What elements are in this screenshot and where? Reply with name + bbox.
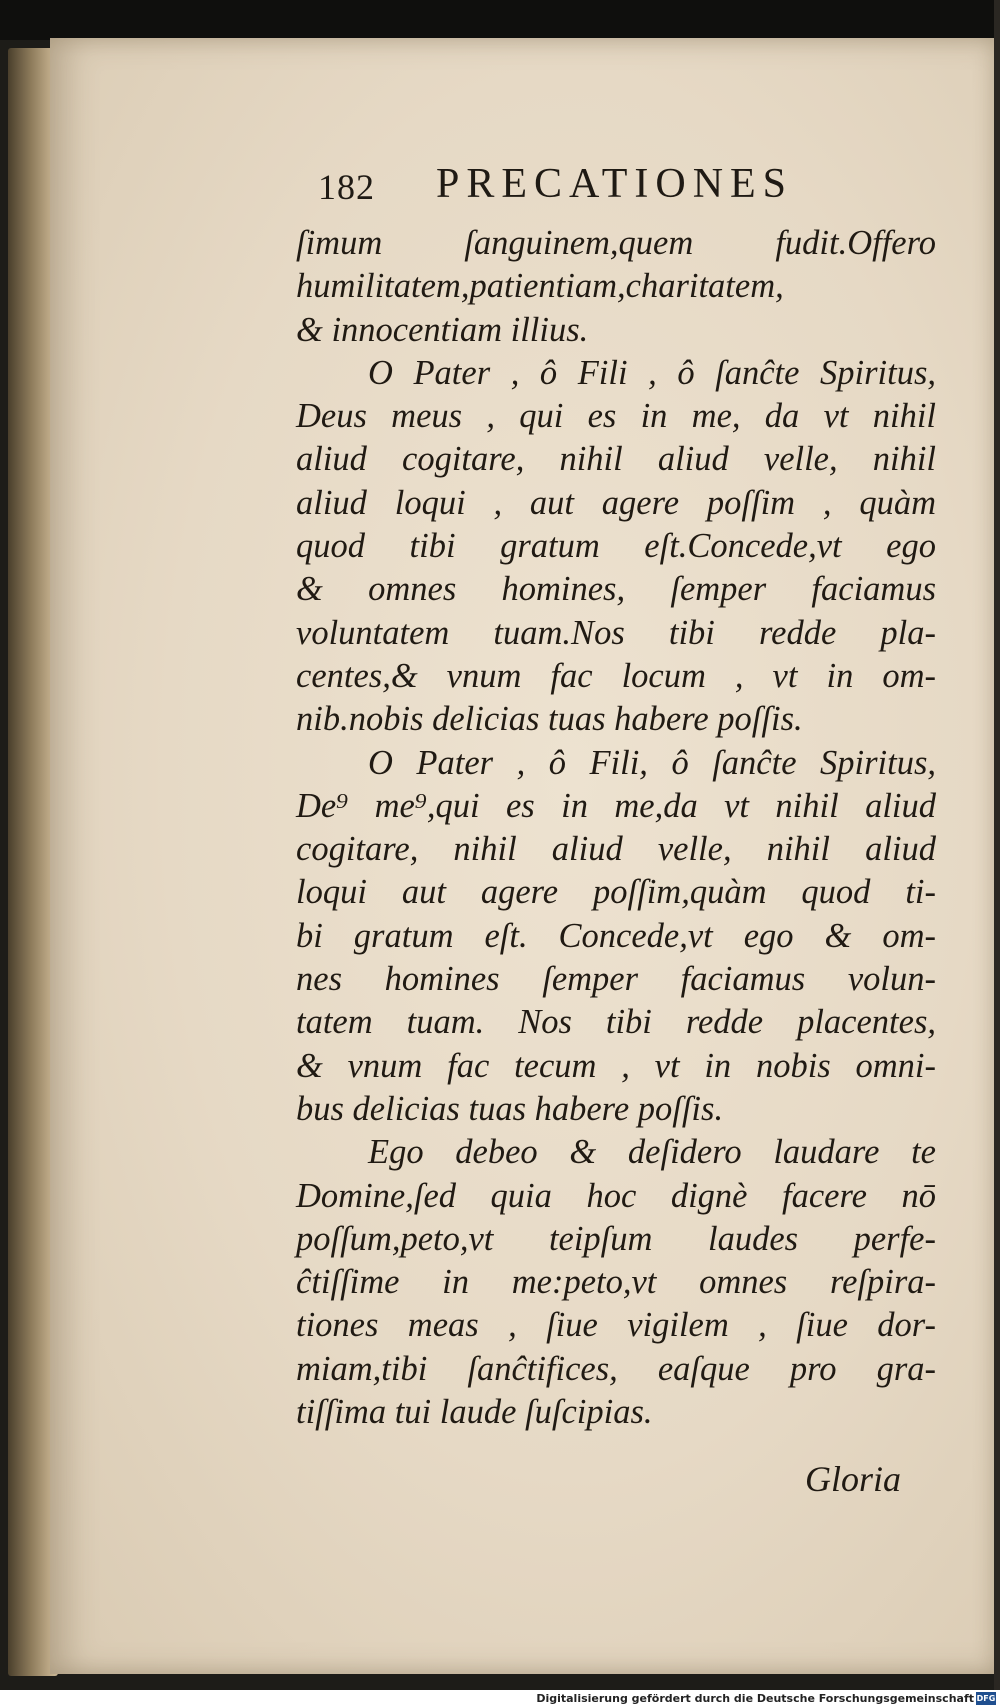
right-dark-edge	[994, 0, 1000, 1707]
digitization-footer	[0, 1690, 1000, 1707]
text-line: O Pater , ô Fili , ô ſanĉte Spiritus,	[368, 353, 936, 392]
text-line: tiſſima tui laude ſuſcipias.	[296, 1393, 653, 1432]
text-line: tiones meas , ſiue vigilem , ſiue dor-	[296, 1306, 936, 1345]
text-line: ſimum ſanguinem,quem fudit.Offero	[296, 224, 936, 262]
top-dark-band	[0, 0, 1000, 40]
text-line: quod tibi gratum eſt.Concede,vt ego	[296, 527, 936, 566]
text-line: O Pater , ô Fili, ô ſanĉte Spiritus,	[368, 743, 936, 782]
text-line: humilitatem,patientiam,charitatem,	[296, 267, 784, 306]
text-line: ĉtiſſime in me:peto,vt omnes reſpira-	[296, 1263, 936, 1302]
text-line: miam,tibi ſanĉtifices, eaſque pro gra-	[296, 1349, 936, 1388]
catchword: Gloria	[805, 1459, 902, 1499]
text-line: De⁹ me⁹,qui es in me,da vt nihil aliud	[296, 786, 936, 825]
body-text	[296, 222, 936, 1434]
text-line: & vnum fac tecum , vt in nobis omni-	[296, 1046, 936, 1085]
text-line: bi gratum eſt. Concede,vt ego & om-	[296, 916, 936, 955]
page-number: 182	[318, 167, 375, 207]
text-line: loqui aut agere poſſim,quàm quod ti-	[296, 873, 936, 912]
text-line: & innocentiam illius.	[296, 310, 589, 349]
text-line: & omnes homines, ſemper faciamus	[296, 570, 936, 609]
text-line: bus delicias tuas habere poſſis.	[296, 1089, 724, 1128]
text-line: cogitare, nihil aliud velle, nihil aliud	[296, 830, 936, 869]
text-line: aliud cogitare, nihil aliud velle, nihil	[296, 440, 936, 479]
funding-credit: Digitalisierung gefördert durch die Deutsche Forschungsgemeinschaft	[536, 1692, 974, 1705]
text-line: Deus meus , qui es in me, da vt nihil	[296, 397, 936, 436]
dfg-logo: DFG	[976, 1694, 996, 1703]
text-line: poſſum,peto,vt teipſum laudes perfe-	[296, 1219, 936, 1258]
text-line: Domine,ſed quia hoc dignè facere nō	[296, 1176, 936, 1215]
text-line: tatem tuam. Nos tibi redde placentes,	[296, 1003, 936, 1042]
text-line: voluntatem tuam.Nos tibi redde pla-	[296, 613, 936, 652]
page-header	[318, 160, 818, 216]
text-line: centes,& vnum fac locum , vt in om-	[296, 656, 936, 695]
text-line: nes homines ſemper faciamus volun-	[296, 960, 936, 999]
text-line: aliud loqui , aut agere poſſim , quàm	[296, 483, 936, 522]
running-title: PRECATIONES	[436, 161, 794, 207]
text-line: Ego debeo & deſidero laudare te	[368, 1133, 936, 1172]
text-line: nib.nobis delicias tuas habere poſſis.	[296, 700, 803, 739]
